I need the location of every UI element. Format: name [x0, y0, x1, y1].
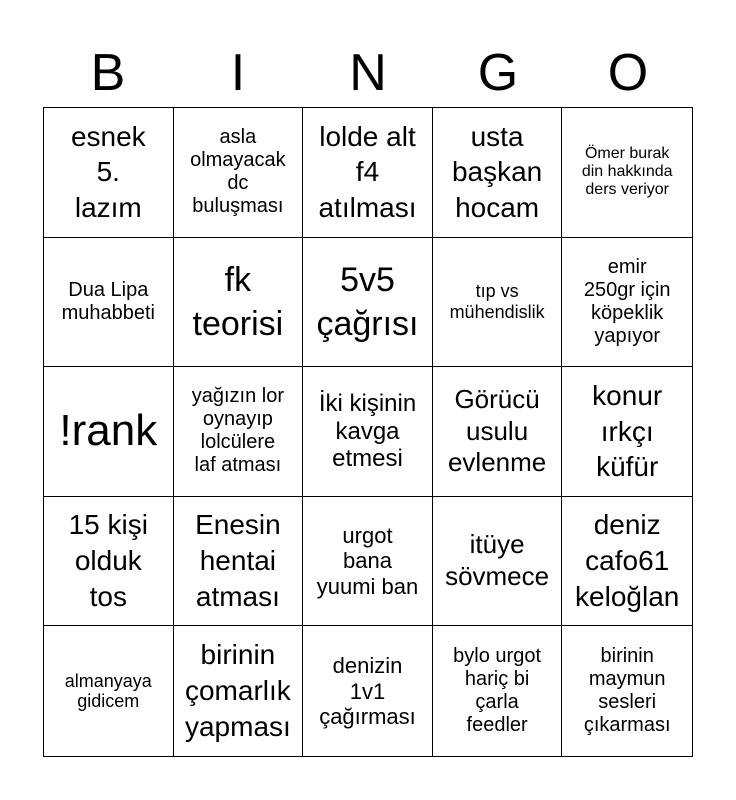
cell-line: ırkçı	[600, 415, 654, 447]
cell-line: ders veriyor	[585, 181, 669, 199]
bingo-cell[interactable]	[303, 497, 433, 627]
bingo-cell[interactable]	[303, 626, 433, 756]
header-letter-g: G	[477, 44, 519, 102]
cell-line: konur	[592, 379, 663, 411]
bingo-cell[interactable]	[303, 108, 433, 238]
bingo-cell[interactable]	[562, 497, 692, 627]
bingo-cell[interactable]	[44, 497, 174, 627]
cell-line: olduk	[74, 545, 142, 577]
bingo-cell[interactable]	[44, 108, 174, 238]
cell-line: çağrısı	[316, 304, 419, 343]
header-letter-i: I	[230, 44, 246, 102]
cell-line: dc	[227, 172, 249, 195]
bingo-header	[43, 40, 693, 106]
bingo-grid	[43, 107, 693, 757]
cell-line: Görücü	[454, 383, 540, 414]
cell-line: urgot	[342, 523, 393, 549]
cell-line: !rank	[59, 406, 158, 456]
cell-line: cafo61	[585, 545, 670, 577]
cell-line: f4	[355, 156, 380, 188]
bingo-cell[interactable]	[303, 238, 433, 368]
bingo-cell[interactable]	[44, 626, 174, 756]
bingo-cell[interactable]	[562, 238, 692, 368]
cell-line: buluşması	[192, 195, 284, 218]
cell-line: mühendislik	[449, 301, 545, 322]
cell-line: sesleri	[598, 691, 657, 714]
cell-line: yuumi ban	[316, 573, 419, 599]
bingo-cell[interactable]	[174, 108, 304, 238]
cell-line: birinin	[600, 645, 654, 668]
cell-line: 15 kişi	[68, 509, 148, 541]
cell-line: almanyaya	[64, 670, 152, 691]
cell-line: başkan	[451, 156, 543, 188]
cell-line: lolcülere	[200, 431, 276, 454]
bingo-cell[interactable]	[433, 367, 563, 497]
cell-line: kavga	[335, 417, 400, 445]
cell-line: din hakkında	[581, 163, 673, 181]
cell-line: laf atması	[194, 454, 282, 477]
bingo-cell[interactable]	[433, 108, 563, 238]
cell-line: yapıyor	[594, 324, 660, 347]
header-letter-n: N	[349, 44, 387, 102]
cell-line: tıp vs	[475, 281, 519, 302]
bingo-cell[interactable]	[174, 367, 304, 497]
cell-line: Dua Lipa	[68, 278, 149, 301]
cell-line: birinin	[200, 639, 276, 671]
cell-line: olmayacak	[190, 149, 286, 172]
bingo-cell[interactable]	[562, 108, 692, 238]
cell-line: keloğlan	[575, 581, 680, 612]
bingo-cell[interactable]	[44, 238, 174, 368]
cell-line: denizin	[332, 653, 403, 679]
cell-line: küfür	[596, 451, 659, 483]
cell-line: İki kişinin	[318, 390, 417, 418]
cell-line: atması	[195, 581, 280, 612]
cell-line: evlenme	[447, 447, 547, 478]
bingo-cell[interactable]	[44, 367, 174, 497]
bingo-cell[interactable]	[174, 238, 304, 368]
cell-line: itüye	[469, 529, 525, 560]
cell-line: lolde alt	[319, 120, 416, 152]
cell-line: sövmece	[445, 561, 550, 592]
bingo-cell[interactable]	[433, 626, 563, 756]
cell-line: çarla	[475, 691, 519, 714]
bingo-cell[interactable]	[562, 626, 692, 756]
cell-line: maymun	[588, 668, 666, 691]
cell-line: usulu	[466, 415, 529, 446]
cell-line: yağızın lor	[191, 385, 285, 408]
bingo-cell[interactable]	[303, 367, 433, 497]
cell-line: tos	[89, 581, 127, 612]
cell-line: muhabbeti	[61, 301, 155, 324]
bingo-cell[interactable]	[562, 367, 692, 497]
cell-line: emir	[607, 255, 647, 278]
cell-line: oynayıp	[202, 408, 273, 431]
cell-line: hentai	[199, 545, 277, 577]
bingo-cell[interactable]	[433, 497, 563, 627]
cell-line: lazım	[74, 192, 142, 224]
bingo-cell[interactable]	[174, 626, 304, 756]
cell-line: 5v5	[340, 260, 395, 299]
cell-line: köpeklik	[591, 301, 664, 324]
cell-line: hariç bi	[464, 668, 530, 691]
cell-line: yapması	[184, 711, 291, 743]
cell-line: usta	[470, 120, 524, 152]
bingo-cell[interactable]	[174, 497, 304, 627]
cell-line: çıkarması	[583, 714, 671, 737]
cell-line: çağırması	[319, 703, 416, 729]
cell-line: bana	[343, 548, 392, 574]
cell-line: atılması	[318, 192, 417, 224]
cell-line: asla	[219, 126, 257, 149]
cell-line: deniz	[593, 509, 661, 541]
header-letter-b: B	[90, 44, 126, 102]
cell-line: 5.	[96, 156, 120, 188]
cell-line: gidicem	[77, 691, 140, 712]
cell-line: Enesin	[195, 509, 281, 541]
cell-line: bylo urgot	[453, 645, 542, 668]
cell-line: 1v1	[349, 678, 386, 704]
cell-line: Ömer burak	[584, 144, 670, 162]
cell-line: çomarlık	[184, 675, 291, 707]
cell-line: teorisi	[192, 304, 284, 343]
bingo-cell[interactable]	[433, 238, 563, 368]
cell-line: feedler	[466, 714, 528, 737]
cell-line: hocam	[455, 192, 540, 224]
header-letter-o: O	[607, 44, 649, 102]
cell-line: fk	[224, 260, 252, 299]
cell-line: etmesi	[332, 445, 403, 473]
cell-line: 250gr için	[583, 278, 671, 301]
cell-line: esnek	[70, 120, 146, 152]
